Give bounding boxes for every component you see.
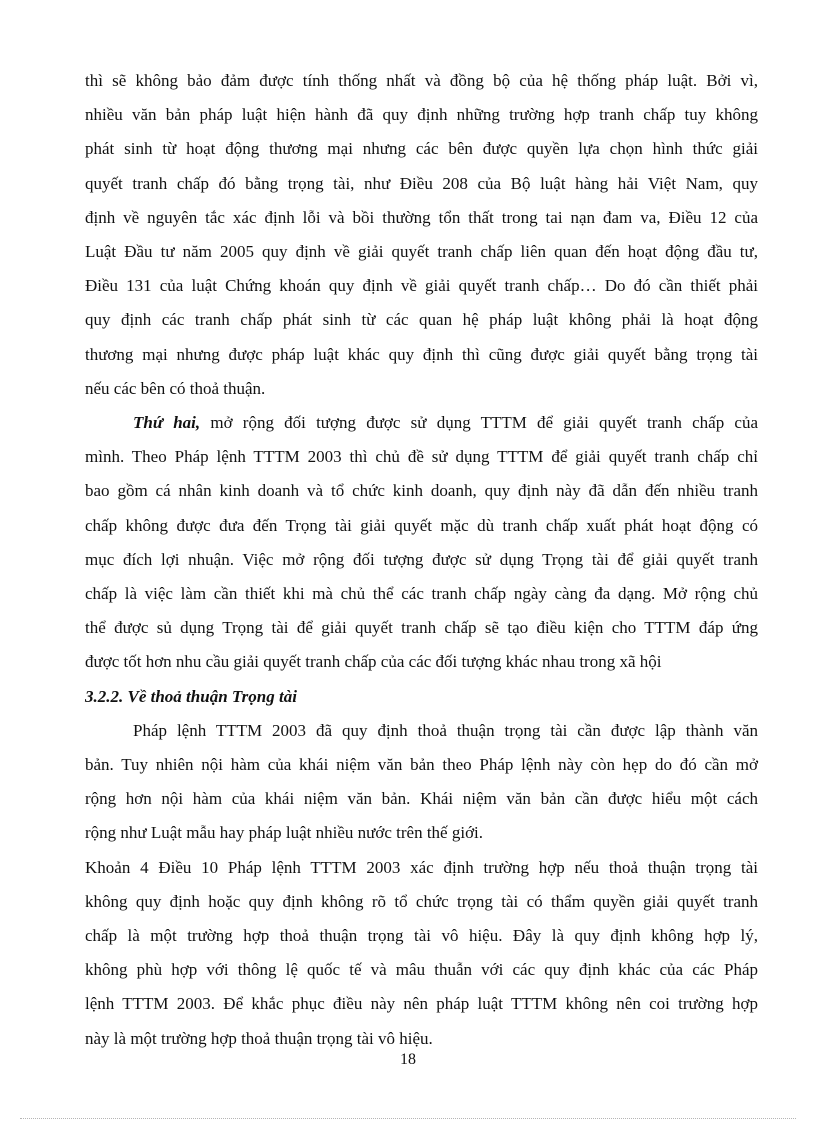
- text-line: Pháp lệnh TTTM 2003 đã quy định thoả thuận trọng tài cần được lập thành văn: [133, 720, 758, 740]
- paragraph-2: [85, 406, 758, 680]
- text-line: chấp là một trường hợp thoả thuận trọng tài vô hiệu. Đây là quy định không hợp lý,: [85, 926, 758, 946]
- text-line: nhiều văn bản pháp luật hiện hành đã quy định những trường hợp tranh chấp tuy không: [85, 105, 758, 125]
- text-line: chấp không được đưa đến Trọng tài giải quyết mặc dù tranh chấp xuất phát hoạt động có: [85, 515, 758, 535]
- document-page: [85, 64, 758, 1056]
- page-number: 18: [400, 1051, 416, 1068]
- text-line: quy định các tranh chấp phát sinh từ các quan hệ pháp luật không phải là hoạt động: [85, 310, 758, 330]
- text-line: Khoản 4 Điều 10 Pháp lệnh TTTM 2003 xác định trường hợp nếu thoả thuận trọng tài: [85, 857, 758, 877]
- paragraph-2-first-line: mở rộng đối tượng được sử dụng TTTM để giải quyết tranh chấp của: [200, 413, 758, 433]
- page-break-divider: [20, 1118, 796, 1119]
- text-line: phát sinh từ hoạt động thương mại nhưng các bên được quyền lựa chọn hình thức giải: [85, 139, 758, 159]
- paragraph-3: [85, 714, 758, 851]
- text-line: thương mại nhưng được pháp luật khác quy định thì cũng được giải quyết bằng trọng tài: [85, 344, 758, 364]
- paragraph-4: [85, 851, 758, 1056]
- text-line: thì sẽ không bảo đảm được tính thống nhất và đồng bộ của hệ thống pháp luật. Bởi vì,: [85, 71, 758, 90]
- text-line: thể được sủ dụng Trọng tài để giải quyết tranh chấp sẽ tạo điều kiện cho TTTM đáp ứng: [85, 618, 758, 638]
- text-line: này là một trường hợp thoả thuận trọng tài vô hiệu.: [85, 1028, 433, 1048]
- text-line: [85, 406, 758, 440]
- text-line: không phù hợp với thông lệ quốc tế và mâu thuẫn với các quy định khác của các Pháp: [85, 960, 758, 980]
- text-line: lệnh TTTM 2003. Để khắc phục điều này nên pháp luật TTTM không nên coi trường hợp: [85, 994, 758, 1014]
- text-line: rộng như Luật mẫu hay pháp luật nhiều nước trên thế giới.: [85, 823, 484, 843]
- text-line: rộng hơn nội hàm của khái niệm văn bản. Khái niệm văn bản cần được hiểu một cách: [85, 789, 758, 809]
- text-line: Điều 131 của luật Chứng khoán quy định về giải quyết tranh chấp… Do đó cần thiết phải: [85, 276, 758, 296]
- text-line: nếu các bên có thoả thuận.: [85, 378, 266, 398]
- text-line: định về nguyên tắc xác định lỗi và bồi thường tổn thất trong tai nạn đam va, Điều 12 của: [85, 207, 758, 227]
- text-line: mình. Theo Pháp lệnh TTTM 2003 thì chủ đề sử dụng TTTM để giải quyết tranh chấp chỉ: [85, 447, 758, 467]
- text-line: bao gồm cá nhân kinh doanh và tổ chức kinh doanh, quy định này đã dẫn đến nhiều tranh: [85, 481, 758, 501]
- text-line: được tốt hơn nhu cầu giải quyết tranh chấp của các đối tượng khác nhau trong xã hội: [85, 652, 662, 672]
- text-line: không quy định hoặc quy định không rõ tổ chức trọng tài có thẩm quyền giải quyết tranh: [85, 891, 758, 911]
- text-line: quyết tranh chấp đó bằng trọng tài, như Điều 208 của Bộ luật hàng hải Việt Nam, quy: [85, 173, 758, 193]
- text-line: bản. Tuy nhiên nội hàm của khái niệm văn bản theo Pháp lệnh này còn hẹp do đó cần mở: [85, 755, 758, 775]
- paragraph-2-lead: Thứ hai,: [133, 413, 201, 433]
- text-line: mục đích lợi nhuận. Việc mở rộng đối tượng được sử dụng Trọng tài để giải quyết tranh: [85, 549, 758, 569]
- section-heading: 3.2.2. Về thoả thuận Trọng tài: [85, 686, 297, 706]
- text-line: chấp là việc làm cần thiết khi mà chủ thể các tranh chấp ngày càng đa dạng. Mở rộng chủ: [85, 584, 758, 604]
- paragraph-1: [85, 64, 758, 406]
- text-line: Luật Đầu tư năm 2005 quy định về giải quyết tranh chấp liên quan đến hoạt động đầu tư,: [85, 242, 758, 262]
